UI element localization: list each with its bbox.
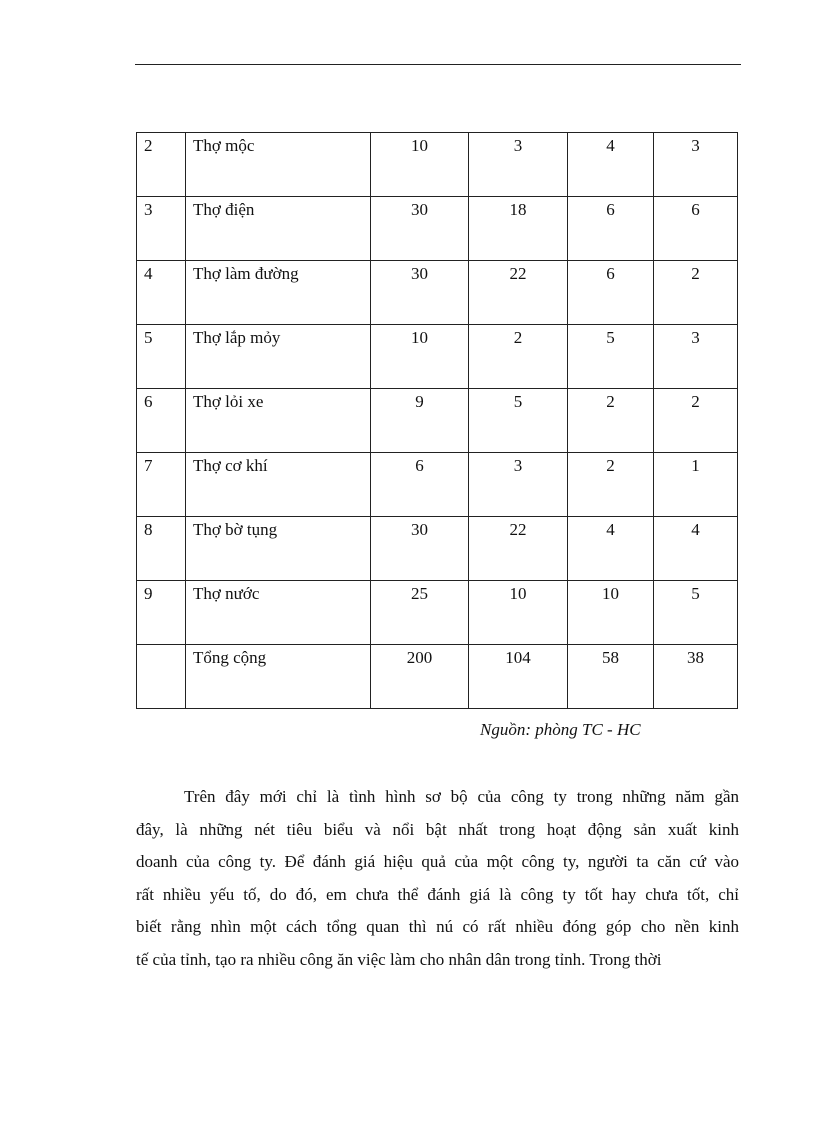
row-trade: Thợ mộc [186, 133, 371, 197]
row-value: 5 [568, 325, 654, 389]
row-value: 1 [654, 453, 738, 517]
row-trade: Thợ lắp mỏy [186, 325, 371, 389]
paragraph-line: tế của tỉnh, tạo ra nhiều công ăn việc làm cho nhân dân trong tỉnh. Trong thời [136, 949, 662, 969]
row-trade: Thợ nước [186, 581, 371, 645]
table-row [137, 197, 738, 261]
row-trade: Thợ lỏi xe [186, 389, 371, 453]
row-value: 2 [654, 389, 738, 453]
row-trade: Thợ làm đường [186, 261, 371, 325]
row-index: 7 [137, 453, 186, 517]
table-row [137, 389, 738, 453]
paragraph-line: rất nhiều yếu tố, do đó, em chưa thể đánh giá là công ty tốt hay chưa tốt, chỉ [136, 884, 739, 904]
row-trade: Thợ bờ tụng [186, 517, 371, 581]
row-value: 5 [469, 389, 568, 453]
row-value: 3 [469, 133, 568, 197]
row-value: 4 [568, 517, 654, 581]
row-value: 25 [371, 581, 469, 645]
row-value: 10 [371, 325, 469, 389]
row-value: 10 [371, 133, 469, 197]
table-row [137, 581, 738, 645]
row-value: 2 [568, 453, 654, 517]
paragraph-line: đây, là những nét tiêu biểu và nổi bật nhất trong hoạt động sản xuất kinh [136, 819, 739, 839]
table-row [137, 517, 738, 581]
row-value: 58 [568, 645, 654, 709]
row-value: 4 [568, 133, 654, 197]
row-value: 3 [469, 453, 568, 517]
row-index: 8 [137, 517, 186, 581]
table-row [137, 453, 738, 517]
row-value: 5 [654, 581, 738, 645]
row-value: 2 [568, 389, 654, 453]
row-value: 200 [371, 645, 469, 709]
paragraph-line: biết rằng nhìn một cách tổng quan thì nú có rất nhiều đóng góp cho nền kinh [136, 917, 739, 937]
workforce-table [136, 132, 738, 709]
table-row [137, 133, 738, 197]
row-value: 6 [371, 453, 469, 517]
row-value: 30 [371, 517, 469, 581]
paragraph-line: doanh của công ty. Để đánh giá hiệu quả của một công ty, người ta căn cứ vào [136, 852, 739, 872]
row-trade: Thợ điện [186, 197, 371, 261]
row-trade: Thợ cơ khí [186, 453, 371, 517]
source-note: Nguồn: phòng TC - HC [480, 720, 641, 739]
row-index: 3 [137, 197, 186, 261]
row-value: 6 [568, 261, 654, 325]
row-value: 6 [568, 197, 654, 261]
body-paragraph [136, 781, 739, 977]
row-index: 2 [137, 133, 186, 197]
row-value: 3 [654, 325, 738, 389]
row-index: 4 [137, 261, 186, 325]
row-index: 6 [137, 389, 186, 453]
row-value: 3 [654, 133, 738, 197]
row-value: 10 [469, 581, 568, 645]
row-value: 30 [371, 261, 469, 325]
row-value: 22 [469, 261, 568, 325]
table-row [137, 325, 738, 389]
row-trade: Tổng cộng [186, 645, 371, 709]
paragraph-line: Trên đây mới chỉ là tình hình sơ bộ của công ty trong những năm gần [184, 787, 739, 806]
row-value: 30 [371, 197, 469, 261]
row-value: 38 [654, 645, 738, 709]
row-value: 9 [371, 389, 469, 453]
row-index: 9 [137, 581, 186, 645]
row-value: 104 [469, 645, 568, 709]
header-rule [135, 64, 741, 65]
row-value: 6 [654, 197, 738, 261]
row-value: 10 [568, 581, 654, 645]
row-value: 2 [469, 325, 568, 389]
row-value: 4 [654, 517, 738, 581]
table-total-row [137, 645, 738, 709]
row-value: 22 [469, 517, 568, 581]
row-index [137, 645, 186, 709]
table-row [137, 261, 738, 325]
row-value: 2 [654, 261, 738, 325]
row-index: 5 [137, 325, 186, 389]
row-value: 18 [469, 197, 568, 261]
